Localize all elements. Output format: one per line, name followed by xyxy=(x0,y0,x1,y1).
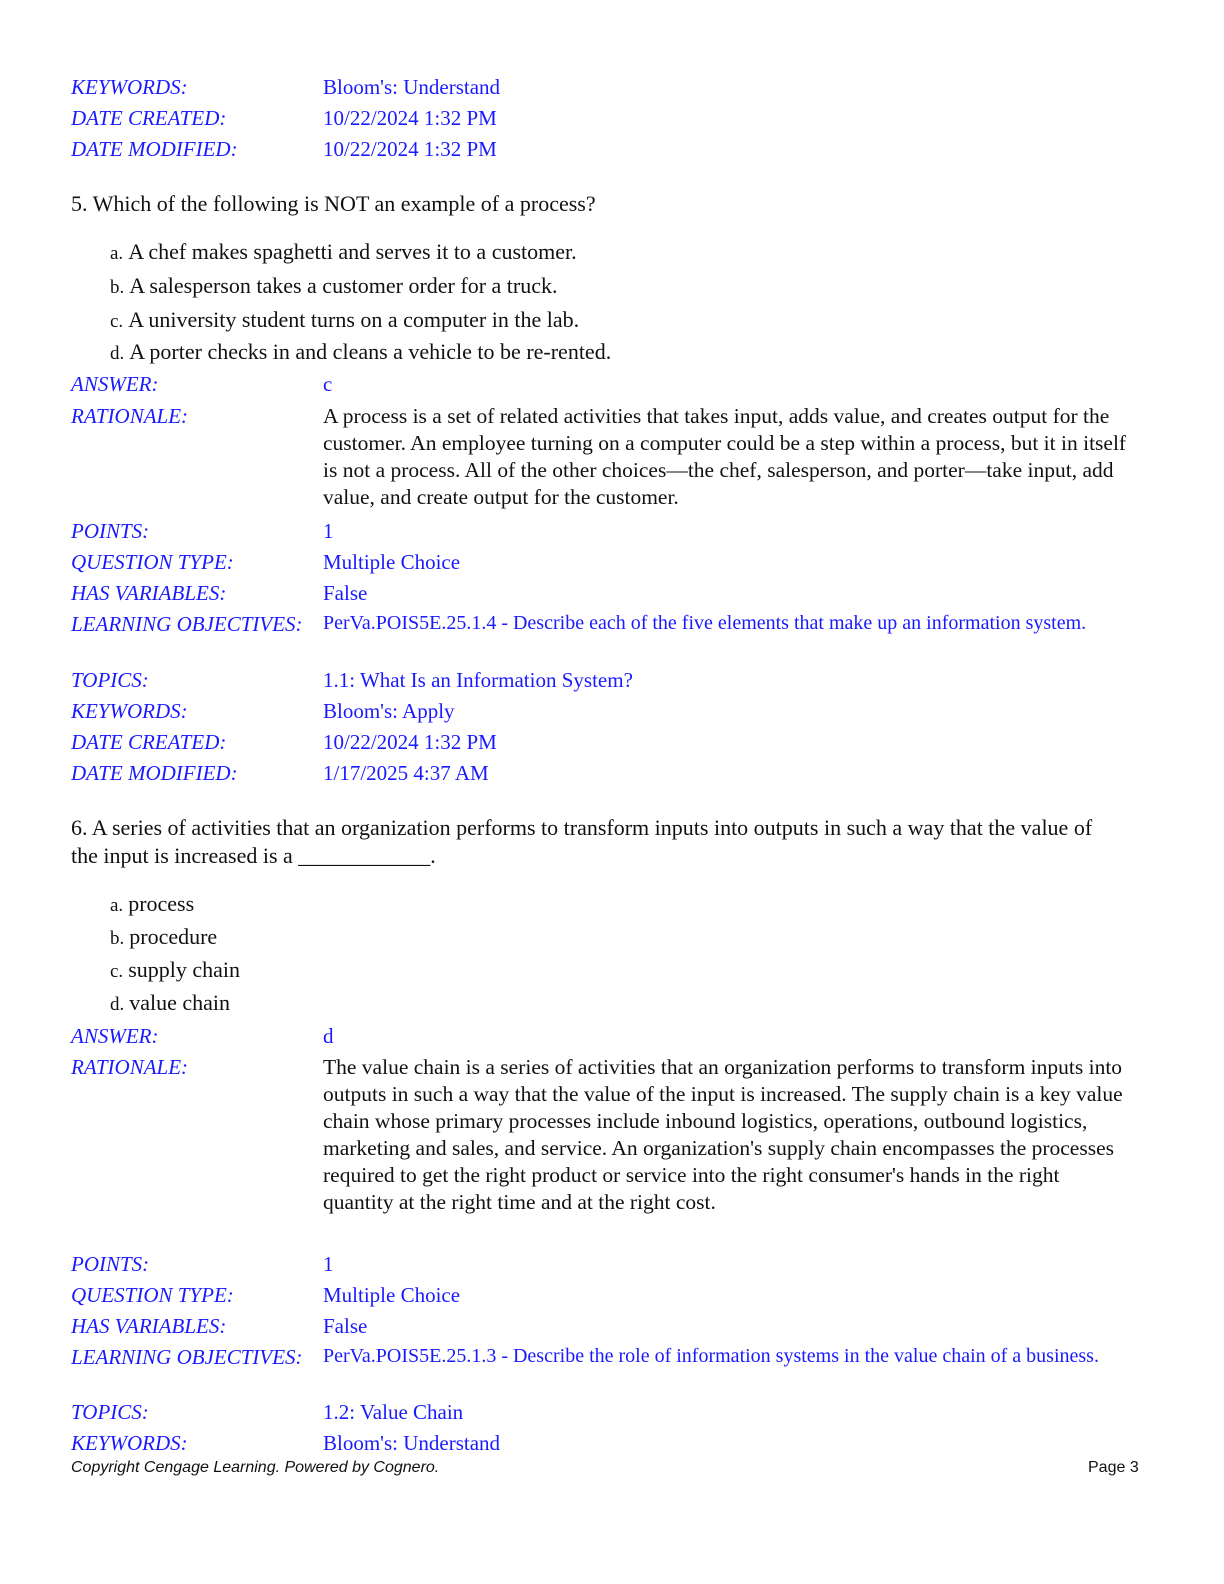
q5-topics-value: 1.1: What Is an Information System? xyxy=(323,668,633,692)
q5-has-variables-value: False xyxy=(323,581,368,605)
option-text: procedure xyxy=(129,924,218,949)
q5-answer-value: c xyxy=(323,372,333,396)
option-text: supply chain xyxy=(128,957,241,982)
q5-answer-label: ANSWER: xyxy=(71,372,159,396)
top-date-created-label: DATE CREATED: xyxy=(71,106,227,130)
option-text: process xyxy=(128,891,195,916)
question-6-option-b xyxy=(110,923,217,953)
q5-points-value: 1 xyxy=(323,519,334,543)
q6-points-label: POINTS: xyxy=(71,1252,150,1276)
q5-has-variables-label: HAS VARIABLES: xyxy=(71,581,227,605)
question-6-stem: 6. A series of activities that an organization performs to transform inputs into outputs in such a way that the value of the input is increased is a ____________. xyxy=(71,815,1093,868)
q6-question-type-label: QUESTION TYPE: xyxy=(71,1283,234,1307)
question-5-option-c xyxy=(110,306,579,336)
option-letter: b. xyxy=(110,277,125,298)
q6-learning-objectives-value: PerVa.POIS5E.25.1.3 - Describe the role of information systems in the value chain of a business. xyxy=(323,1345,1099,1367)
q6-rationale-label: RATIONALE: xyxy=(71,1055,189,1079)
option-letter: a. xyxy=(110,895,124,916)
option-text: A chef makes spaghetti and serves it to a customer. xyxy=(128,239,577,264)
footer-copyright: Copyright Cengage Learning. Powered by Cognero. xyxy=(71,1459,440,1476)
top-date-created-value: 10/22/2024 1:32 PM xyxy=(323,106,497,130)
option-letter: b. xyxy=(110,928,125,949)
q6-keywords-label: KEYWORDS: xyxy=(71,1431,188,1455)
q5-points-label: POINTS: xyxy=(71,519,150,543)
q6-question-type-value: Multiple Choice xyxy=(323,1283,461,1307)
top-date-modified-value: 10/22/2024 1:32 PM xyxy=(323,137,497,161)
q6-answer-value: d xyxy=(323,1024,334,1048)
option-letter: c. xyxy=(110,311,124,332)
footer-page-number: Page 3 xyxy=(1088,1459,1139,1476)
q5-question-type-label: QUESTION TYPE: xyxy=(71,550,234,574)
q6-answer-label: ANSWER: xyxy=(71,1024,159,1048)
q5-date-created-value: 10/22/2024 1:32 PM xyxy=(323,730,497,754)
option-text: value chain xyxy=(129,990,231,1015)
q5-topics-label: TOPICS: xyxy=(71,668,149,692)
q6-rationale-value: The value chain is a series of activities that an organization performs to transform inputs into outputs in such a way that the value of the input is increased. The supply chain is a key value chain whose primary processes include inbound logistics, operations, outbound logistics, marketing and sales, and service. An organization's supply chain encompasses the processes required to get the right product or service into the right consumer's hands in the right quantity at the right time and at the right cost. xyxy=(323,1055,1123,1214)
q6-has-variables-label: HAS VARIABLES: xyxy=(71,1314,227,1338)
question-5-option-d xyxy=(110,338,611,368)
q6-learning-objectives-label: LEARNING OBJECTIVES: xyxy=(71,1345,303,1369)
q5-date-modified-value: 1/17/2025 4:37 AM xyxy=(323,761,489,785)
option-text: A porter checks in and cleans a vehicle to be re-rented. xyxy=(129,339,612,364)
top-date-modified-label: DATE MODIFIED: xyxy=(71,137,238,161)
question-5-option-b xyxy=(110,272,558,302)
option-letter: c. xyxy=(110,961,124,982)
q6-has-variables-value: False xyxy=(323,1314,368,1338)
question-6-option-d xyxy=(110,989,230,1019)
option-letter: d. xyxy=(110,343,125,364)
q5-keywords-value: Bloom's: Apply xyxy=(323,699,455,723)
q5-question-type-value: Multiple Choice xyxy=(323,550,461,574)
top-keywords-label: KEYWORDS: xyxy=(71,75,188,99)
q5-keywords-label: KEYWORDS: xyxy=(71,699,188,723)
q5-date-modified-label: DATE MODIFIED: xyxy=(71,761,238,785)
q6-points-value: 1 xyxy=(323,1252,334,1276)
q5-date-created-label: DATE CREATED: xyxy=(71,730,227,754)
question-5-stem: 5. Which of the following is NOT an example of a process? xyxy=(71,191,596,216)
question-6-option-a xyxy=(110,890,194,920)
q5-rationale-label: RATIONALE: xyxy=(71,404,189,428)
q6-keywords-value: Bloom's: Understand xyxy=(323,1431,501,1455)
question-6-option-c xyxy=(110,956,240,986)
option-letter: a. xyxy=(110,243,124,264)
option-text: A salesperson takes a customer order for a truck. xyxy=(129,273,558,298)
q5-learning-objectives-label: LEARNING OBJECTIVES: xyxy=(71,612,303,636)
q6-topics-label: TOPICS: xyxy=(71,1400,149,1424)
option-letter: d. xyxy=(110,994,125,1015)
q6-topics-value: 1.2: Value Chain xyxy=(323,1400,464,1424)
top-keywords-value: Bloom's: Understand xyxy=(323,75,501,99)
q5-rationale-value: A process is a set of related activities that takes input, adds value, and creates output for the customer. An employee turning on a computer could be a step within a process, but it in itself is not a process. All of the other choices—the chef, salesperson, and porter—take input, add value, and create output for the customer. xyxy=(323,404,1127,509)
q5-learning-objectives-value: PerVa.POIS5E.25.1.4 - Describe each of the five elements that make up an information system. xyxy=(323,612,1087,634)
option-text: A university student turns on a computer in the lab. xyxy=(128,307,580,332)
question-5-option-a xyxy=(110,238,577,268)
